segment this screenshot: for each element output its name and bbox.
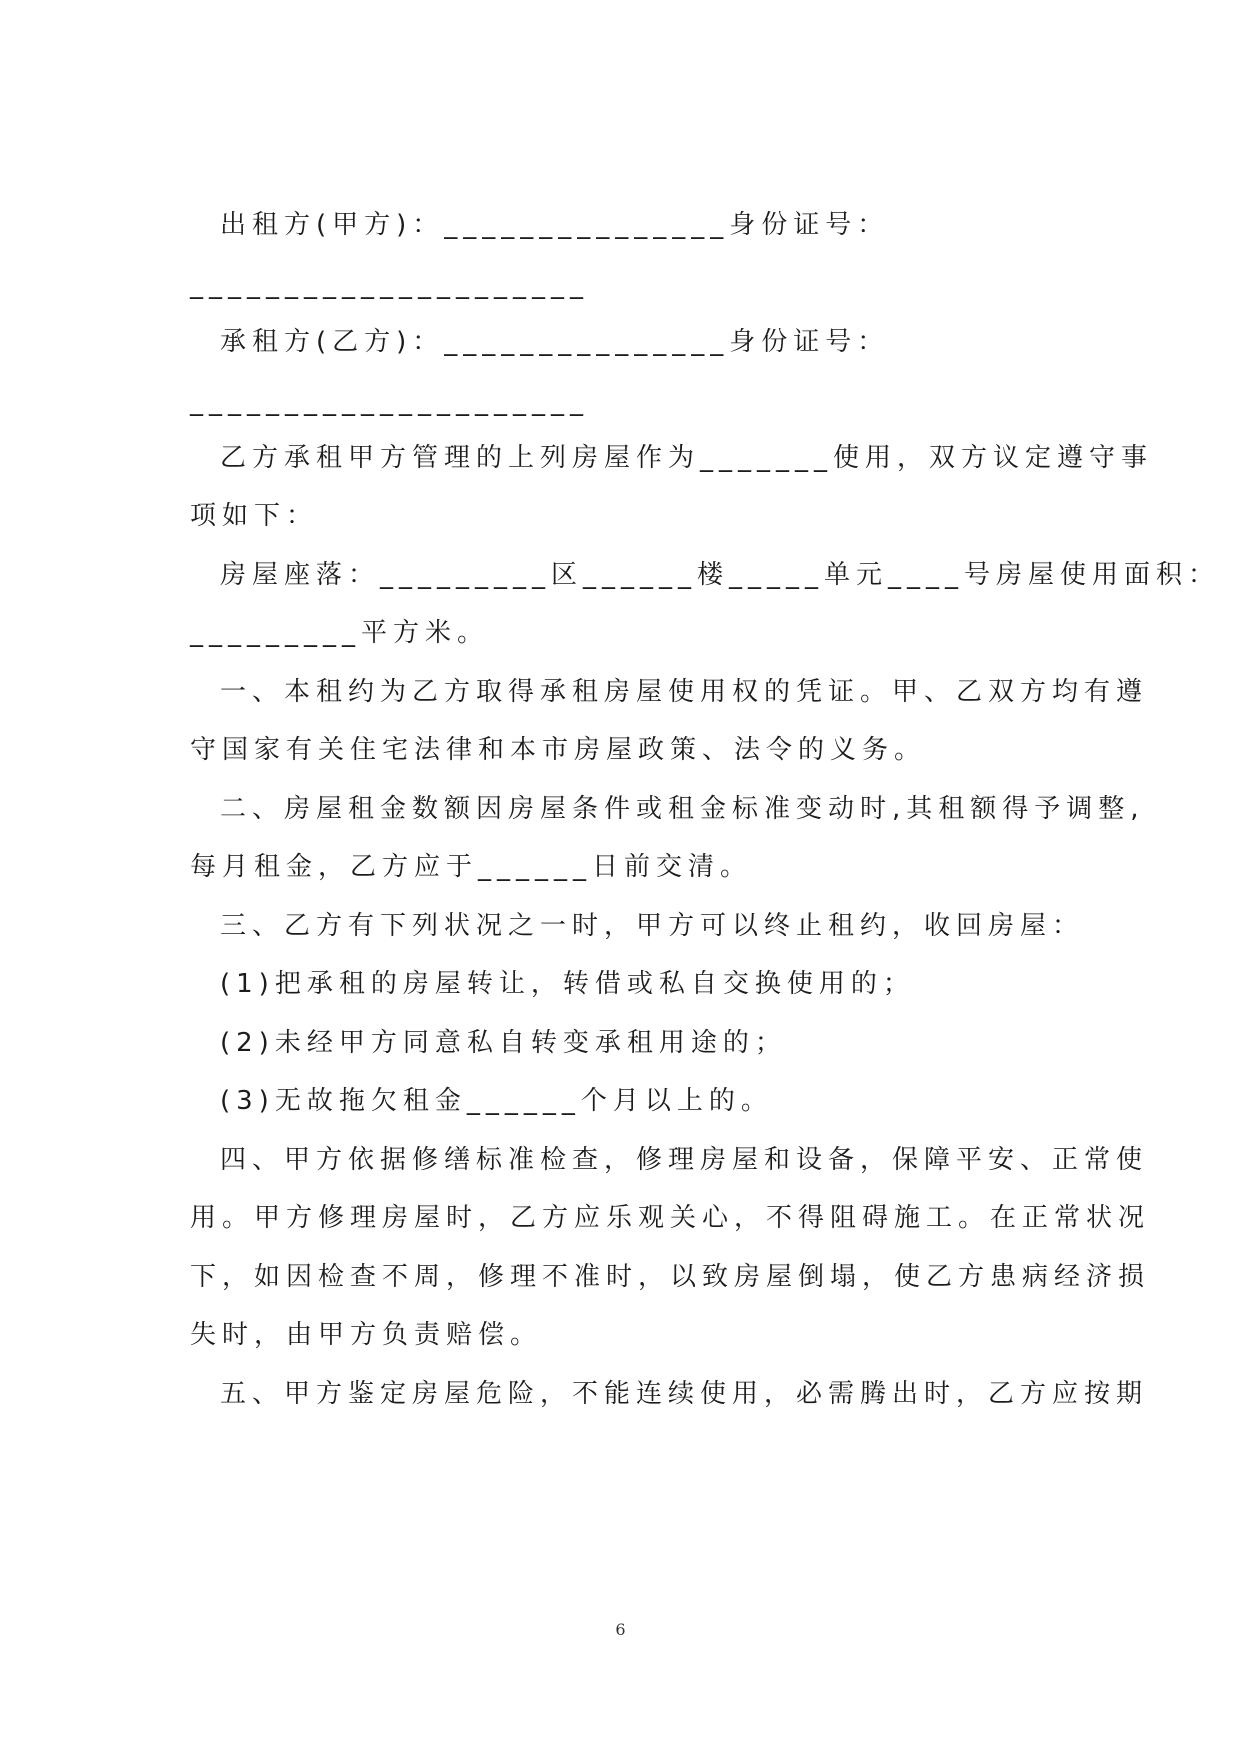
location-line-1: 房屋座落：_________区______楼_____单元____号房屋使用面积： [220, 560, 1221, 590]
location-line-2: _________平方米。 [190, 618, 490, 648]
lessor-id-blank: _____________________ [190, 270, 589, 300]
clause-3-item-1: (1)把承租的房屋转让，转借或私自交换使用的； [220, 969, 915, 999]
clause-1-line-2: 守国家有关住宅法律和本市房屋政策、法令的义务。 [190, 735, 927, 765]
intro-paragraph-line-1: 乙方承租甲方管理的上列房屋作为_______使用，双方议定遵守事 [220, 443, 1154, 473]
clause-1-line-1: 一、本租约为乙方取得承租房屋使用权的凭证。甲、乙双方均有遵 [220, 677, 1149, 707]
clause-4-line-3: 下，如因检查不周，修理不准时，以致房屋倒塌，使乙方患病经济损 [190, 1262, 1151, 1292]
clause-4-line-1: 四、甲方依据修缮标准检查，修理房屋和设备，保障平安、正常使 [220, 1145, 1149, 1175]
clause-3-item-2: (2)未经甲方同意私自转变承租用途的； [220, 1028, 787, 1058]
clause-5-line-1: 五、甲方鉴定房屋危险，不能连续使用，必需腾出时，乙方应按期 [220, 1379, 1149, 1409]
intro-paragraph-line-2: 项如下： [190, 501, 319, 531]
page-number: 6 [615, 1620, 626, 1639]
clause-3-line: 三、乙方有下列状况之一时，甲方可以终止租约，收回房屋： [220, 911, 1085, 941]
lessor-line: 出租方(甲方)：_______________身份证号： [220, 210, 890, 240]
clause-2-line-1: 二、房屋租金数额因房屋条件或租金标准变动时,其租额得予调整, [220, 794, 1145, 824]
clause-2-line-2: 每月租金，乙方应于______日前交清。 [190, 852, 753, 882]
clause-3-item-3: (3)无故拖欠租金______个月以上的。 [220, 1086, 773, 1116]
lessee-line: 承租方(乙方)：_______________身份证号： [220, 327, 890, 357]
lessee-id-blank: _____________________ [190, 387, 589, 417]
clause-4-line-2: 用。甲方修理房屋时，乙方应乐观关心，不得阻碍施工。在正常状况 [190, 1203, 1151, 1233]
clause-4-line-4: 失时，由甲方负责赔偿。 [190, 1320, 543, 1350]
